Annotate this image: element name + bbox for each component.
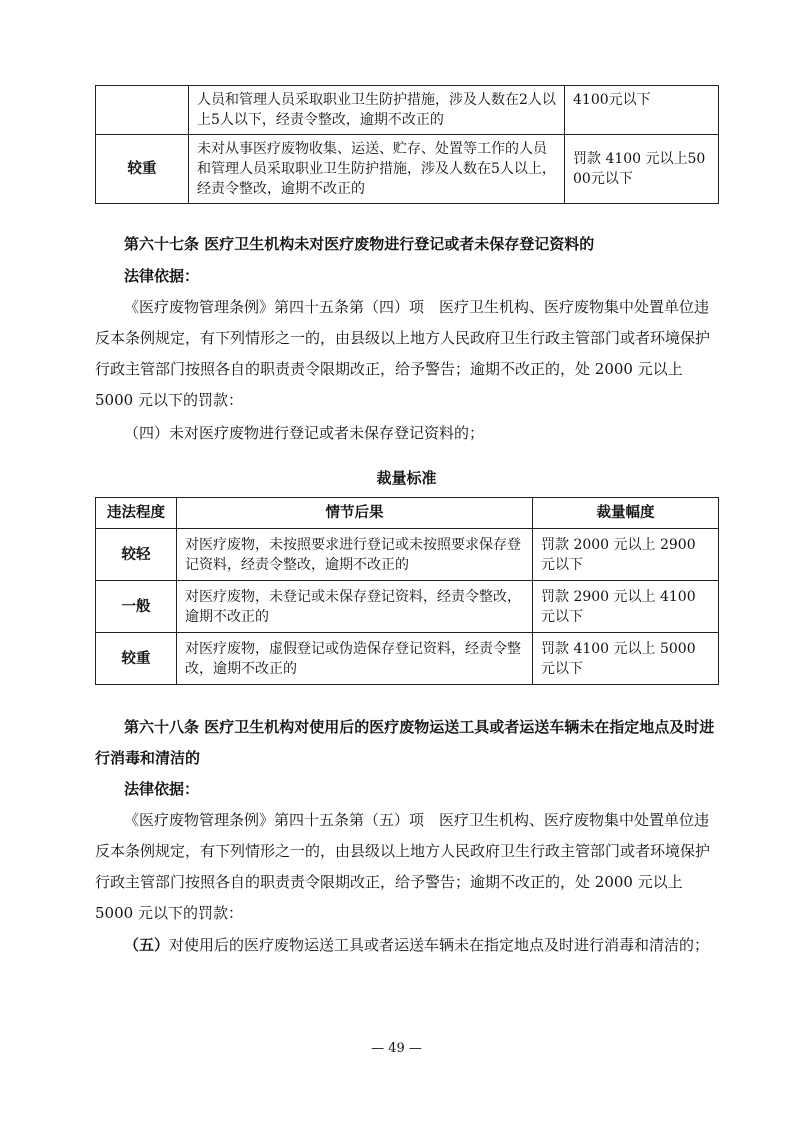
penalty-range-cell: 罚款 2000 元以上 2900 元以下	[533, 529, 719, 581]
table-row	[96, 86, 719, 135]
discretion-table-continued	[95, 85, 719, 204]
article-67-title: 第六十七条 医疗卫生机构未对医疗废物进行登记或者未保存登记资料的	[124, 235, 595, 253]
discretion-table	[95, 497, 719, 685]
consequence-cell: 对医疗废物，未登记或未保存登记资料，经责令整改，逾期不改正的	[177, 581, 533, 633]
violation-level: 较轻	[96, 529, 177, 581]
consequence-cell: 对医疗废物，未按照要求进行登记或未按照要求保存登记资料，经责令整改，逾期不改正的	[177, 529, 533, 581]
consequence-cell: 未对从事医疗废物收集、运送、贮存、处置等工作的人员和管理人员采取职业卫生防护措施，涉及人数在5人以上，经责令整改，逾期不改正的	[189, 135, 565, 204]
consequence-cell: 对医疗废物，虚假登记或伪造保存登记资料，经责令整改，逾期不改正的	[177, 633, 533, 685]
legal-basis-label: 法律依据：	[124, 780, 200, 798]
violation-level: 较重	[96, 135, 189, 204]
penalty-range-cell: 罚款 4100 元以上 5000 元以下	[533, 633, 719, 685]
legal-basis-paragraph: 《医疗废物管理条例》第四十五条第（五）项 医疗卫生机构、医疗废物集中处置单位违反本条例规定，有下列情形之一的，由县级以上地方人民政府卫生行政主管部门或者环境保护行政主管部门按照各自的职责责令限期改正，给予警告；逾期不改正的，处 2000 元以上 5000 元以下的罚款：	[95, 811, 711, 922]
legal-basis-label: 法律依据：	[124, 267, 200, 285]
table-caption: 裁量标准	[376, 469, 437, 487]
clause-item: （四）未对医疗废物进行登记或者未保存登记资料的；	[124, 424, 485, 442]
page-number: — 49 —	[371, 1041, 422, 1056]
penalty-range-cell: 罚款 4100 元以上5000元以下	[565, 135, 719, 204]
column-header-level: 违法程度	[96, 498, 177, 529]
penalty-range-cell: 罚款 2900 元以上 4100 元以下	[533, 581, 719, 633]
table-row	[96, 135, 719, 204]
legal-basis-paragraph: 《医疗废物管理条例》第四十五条第（四）项 医疗卫生机构、医疗废物集中处置单位违反本条例规定，有下列情形之一的，由县级以上地方人民政府卫生行政主管部门或者环境保护行政主管部门按照各自的职责责令限期改正，给予警告；逾期不改正的，处 2000 元以上 5000 元以下的罚款：	[95, 298, 711, 409]
clause-item-label: （五）	[124, 936, 170, 954]
violation-level: 较重	[96, 633, 177, 685]
table-header-row	[96, 498, 719, 529]
violation-level	[96, 86, 189, 135]
clause-item-text: 对使用后的医疗废物运送工具或者运送车辆未在指定地点及时进行消毒和清洁的；	[169, 936, 710, 954]
column-header-consequence: 情节后果	[177, 498, 533, 529]
penalty-range-cell: 4100元以下	[565, 86, 719, 135]
violation-level: 一般	[96, 581, 177, 633]
clause-item	[95, 930, 720, 961]
table-row	[96, 633, 719, 685]
table-row	[96, 581, 719, 633]
table-row	[96, 529, 719, 581]
consequence-cell: 人员和管理人员采取职业卫生防护措施，涉及人数在2人以上5人以下，经责令整改，逾期不改正的	[189, 86, 565, 135]
article-68-title: 第六十八条 医疗卫生机构对使用后的医疗废物运送工具或者运送车辆未在指定地点及时进行消毒和清洁的	[95, 718, 715, 767]
column-header-range: 裁量幅度	[533, 498, 719, 529]
